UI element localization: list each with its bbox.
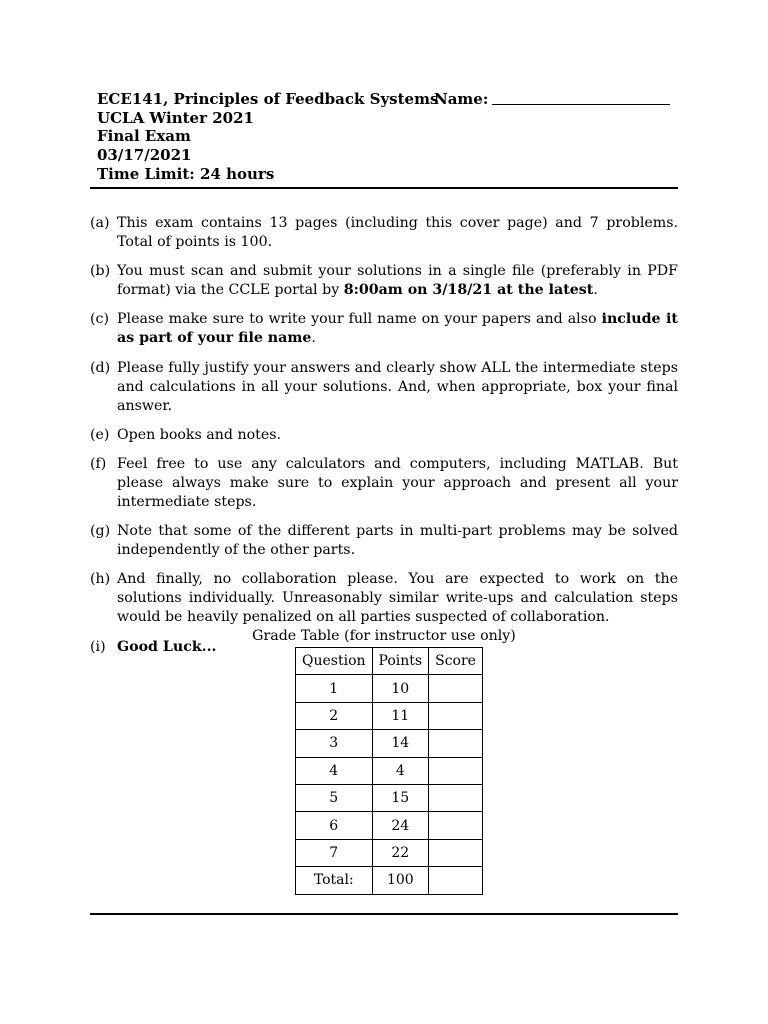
- name-label: Name:: [434, 90, 489, 108]
- question-cell: 1: [296, 675, 373, 702]
- footer-divider: [90, 913, 678, 915]
- instruction-label: (f): [90, 455, 107, 472]
- score-cell: [429, 730, 483, 757]
- question-cell: 7: [296, 839, 373, 866]
- header-divider: [90, 187, 678, 189]
- instruction-item: [90, 214, 678, 252]
- instruction-text: This exam contains 13 pages (including this cover page) and 7 problems. Total of points is 100.: [117, 215, 678, 250]
- instruction-text: And finally, no collaboration please. You are expected to work on the solutions individually. Unreasonably similar write-ups and calculation steps would be heavily penalized on all parties suspected of collaboration.: [117, 571, 678, 626]
- table-row: [296, 702, 483, 729]
- instruction-label: (e): [90, 426, 110, 443]
- question-cell: 4: [296, 757, 373, 784]
- course-title: ECE141, Principles of Feedback Systems: [97, 90, 439, 108]
- points-cell: 11: [372, 702, 429, 729]
- instruction-text: Feel free to use any calculators and computers, including MATLAB. But please always make sure to explain your approach and present all your intermediate steps.: [117, 455, 678, 510]
- table-row: [296, 812, 483, 839]
- instruction-label: (a): [90, 215, 110, 231]
- points-cell: 22: [372, 839, 429, 866]
- instruction-label: (i): [90, 638, 106, 655]
- question-cell: Total:: [296, 867, 373, 894]
- score-cell: [429, 702, 483, 729]
- instruction-label: (g): [90, 523, 111, 540]
- table-row: [296, 675, 483, 702]
- instruction-text: .: [593, 282, 598, 299]
- instruction-item: [90, 262, 678, 300]
- question-cell: 2: [296, 702, 373, 729]
- score-cell: [429, 812, 483, 839]
- points-cell: 10: [372, 675, 429, 702]
- points-cell: 15: [372, 784, 429, 811]
- instruction-text: .: [311, 330, 316, 347]
- question-cell: 6: [296, 812, 373, 839]
- name-blank-line: [492, 104, 670, 105]
- exam-date: 03/17/2021: [97, 146, 192, 165]
- instruction-item: [90, 426, 678, 445]
- question-cell: 5: [296, 784, 373, 811]
- table-row: [296, 784, 483, 811]
- points-cell: 14: [372, 730, 429, 757]
- grade-table-caption: Grade Table (for instructor use only): [252, 628, 516, 644]
- instruction-item: [90, 359, 678, 416]
- exam-title: Final Exam: [97, 127, 191, 146]
- table-row: [296, 839, 483, 866]
- header-points: Points: [372, 648, 429, 675]
- instructions-list: [90, 214, 678, 667]
- grade-table-header-row: [296, 648, 483, 675]
- header-question: Question: [296, 648, 373, 675]
- header-score: Score: [429, 648, 483, 675]
- instruction-text: Please fully justify your answers and clearly show ALL the intermediate steps and calculations in all your solutions. And, when appropriate, box your final answer.: [117, 359, 678, 414]
- points-cell: 100: [372, 867, 429, 894]
- table-row: [296, 757, 483, 784]
- instruction-emphasis: 8:00am on 3/18/21 at the latest: [343, 282, 594, 299]
- score-cell: [429, 757, 483, 784]
- table-row: [296, 730, 483, 757]
- instruction-item: [90, 310, 678, 348]
- term: UCLA Winter 2021: [97, 108, 254, 127]
- instruction-emphasis: Good Luck...: [117, 638, 217, 655]
- instruction-text: You must scan and submit your solutions in a single file (preferably in PDF format) via the CCLE portal by: [117, 263, 678, 299]
- score-cell: [429, 784, 483, 811]
- instruction-item: [90, 522, 678, 560]
- score-cell: [429, 867, 483, 894]
- instruction-label: (h): [90, 571, 111, 588]
- time-limit: Time Limit: 24 hours: [97, 164, 275, 183]
- points-cell: 4: [372, 757, 429, 784]
- instruction-label: (d): [90, 359, 111, 376]
- grade-table: [295, 647, 483, 895]
- score-cell: [429, 839, 483, 866]
- instruction-text: Please make sure to write your full name on your papers and also: [117, 311, 602, 328]
- instruction-label: (b): [90, 263, 111, 280]
- instruction-label: (c): [90, 311, 110, 328]
- points-cell: 24: [372, 812, 429, 839]
- question-cell: 3: [296, 730, 373, 757]
- instruction-emphasis: include it as part of your file name: [117, 311, 678, 347]
- instruction-text: Note that some of the different parts in multi-part problems may be solved independently of the other parts.: [117, 523, 678, 559]
- table-row: [296, 867, 483, 894]
- score-cell: [429, 675, 483, 702]
- instruction-text: Open books and notes.: [117, 426, 282, 443]
- instruction-item: [90, 570, 678, 627]
- instruction-item: [90, 455, 678, 512]
